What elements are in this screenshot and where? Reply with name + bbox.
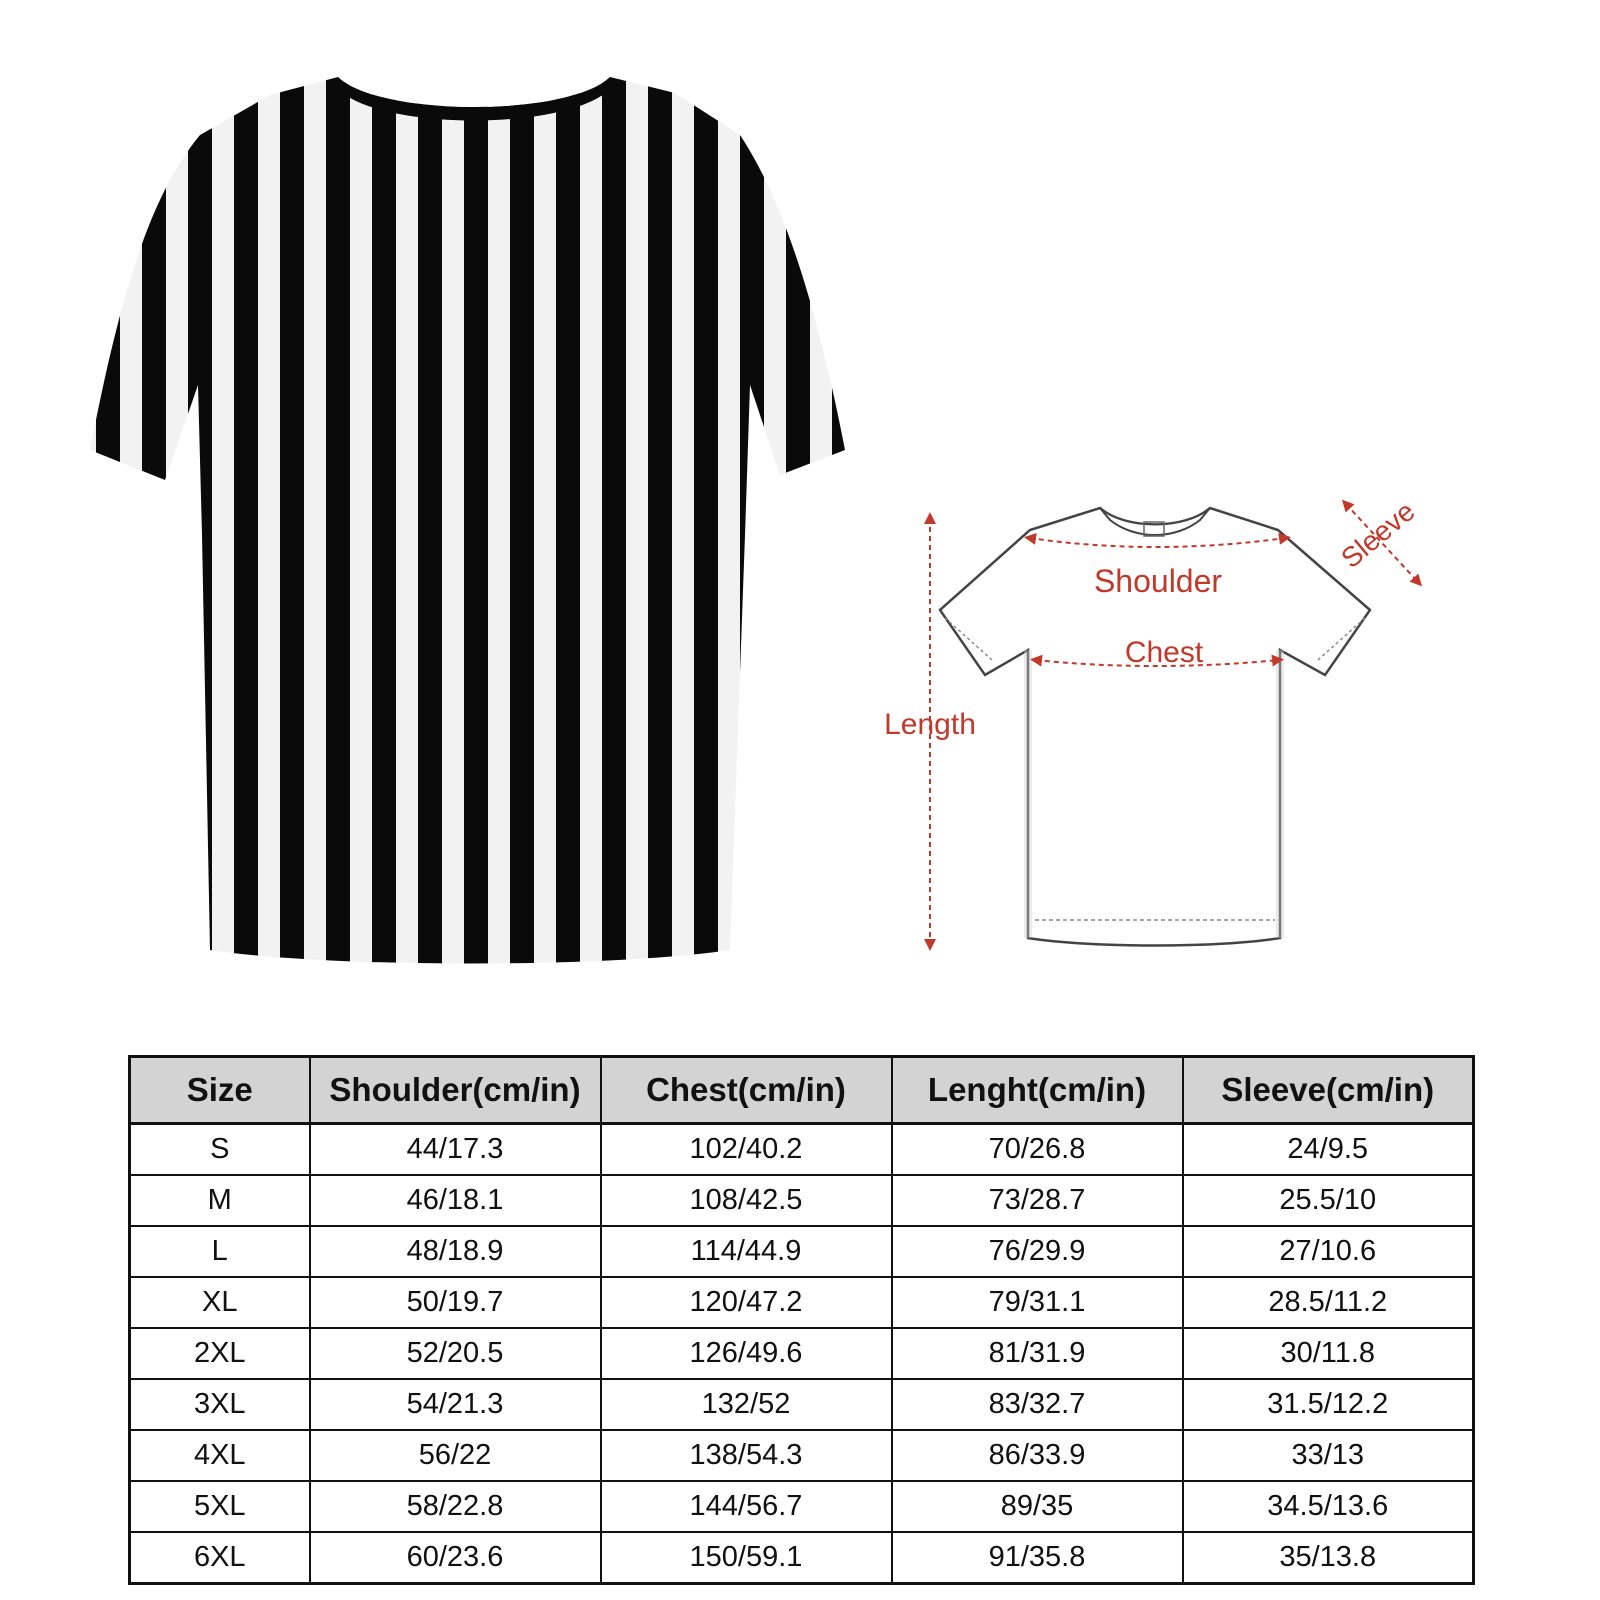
cell-shoulder: 50/19.7 [310,1277,601,1328]
cell-shoulder: 46/18.1 [310,1175,601,1226]
cell-shoulder: 58/22.8 [310,1481,601,1532]
table-row [130,1124,1474,1176]
cell-sleeve: 33/13 [1183,1430,1474,1481]
cell-sleeve: 30/11.8 [1183,1328,1474,1379]
cell-shoulder: 56/22 [310,1430,601,1481]
length-label: Length [884,708,976,741]
cell-length: 89/35 [892,1481,1183,1532]
cell-length: 86/33.9 [892,1430,1183,1481]
measurement-diagram [884,495,1460,980]
cell-length: 70/26.8 [892,1124,1183,1176]
cell-size: L [130,1226,310,1277]
table-row [130,1277,1474,1328]
cell-chest: 102/40.2 [601,1124,892,1176]
cell-chest: 150/59.1 [601,1532,892,1584]
cell-sleeve: 24/9.5 [1183,1124,1474,1176]
cell-chest: 114/44.9 [601,1226,892,1277]
striped-tshirt-image [90,75,870,985]
cell-size: 4XL [130,1430,310,1481]
cell-chest: 108/42.5 [601,1175,892,1226]
cell-size: 3XL [130,1379,310,1430]
table-body [130,1124,1474,1584]
table-row [130,1379,1474,1430]
sleeve-label: Sleeve [1335,495,1421,575]
header-sleeve: Sleeve(cm/in) [1183,1057,1474,1124]
table-header-row [130,1057,1474,1124]
table-row [130,1226,1474,1277]
chest-label: Chest [1124,636,1204,669]
size-chart [128,1055,1472,1585]
cell-length: 73/28.7 [892,1175,1183,1226]
cell-sleeve: 31.5/12.2 [1183,1379,1474,1430]
table-row [130,1532,1474,1584]
cell-sleeve: 34.5/13.6 [1183,1481,1474,1532]
cell-chest: 144/56.7 [601,1481,892,1532]
shoulder-label: Shoulder [1093,563,1223,599]
header-shoulder: Shoulder(cm/in) [310,1057,601,1124]
cell-sleeve: 25.5/10 [1183,1175,1474,1226]
header-size: Size [130,1057,310,1124]
cell-sleeve: 35/13.8 [1183,1532,1474,1584]
table-row [130,1175,1474,1226]
size-table [128,1055,1475,1585]
cell-size: M [130,1175,310,1226]
cell-shoulder: 60/23.6 [310,1532,601,1584]
header-chest: Chest(cm/in) [601,1057,892,1124]
table-row [130,1328,1474,1379]
cell-length: 81/31.9 [892,1328,1183,1379]
cell-sleeve: 27/10.6 [1183,1226,1474,1277]
cell-shoulder: 48/18.9 [310,1226,601,1277]
cell-length: 83/32.7 [892,1379,1183,1430]
cell-length: 76/29.9 [892,1226,1183,1277]
cell-sleeve: 28.5/11.2 [1183,1277,1474,1328]
cell-shoulder: 44/17.3 [310,1124,601,1176]
cell-size: 6XL [130,1532,310,1584]
cell-chest: 120/47.2 [601,1277,892,1328]
cell-length: 91/35.8 [892,1532,1183,1584]
cell-shoulder: 54/21.3 [310,1379,601,1430]
cell-shoulder: 52/20.5 [310,1328,601,1379]
table-row [130,1481,1474,1532]
cell-chest: 132/52 [601,1379,892,1430]
cell-length: 79/31.1 [892,1277,1183,1328]
table-row [130,1430,1474,1481]
cell-size: 5XL [130,1481,310,1532]
cell-size: 2XL [130,1328,310,1379]
cell-chest: 126/49.6 [601,1328,892,1379]
cell-chest: 138/54.3 [601,1430,892,1481]
header-length: Lenght(cm/in) [892,1057,1183,1124]
cell-size: S [130,1124,310,1176]
cell-size: XL [130,1277,310,1328]
